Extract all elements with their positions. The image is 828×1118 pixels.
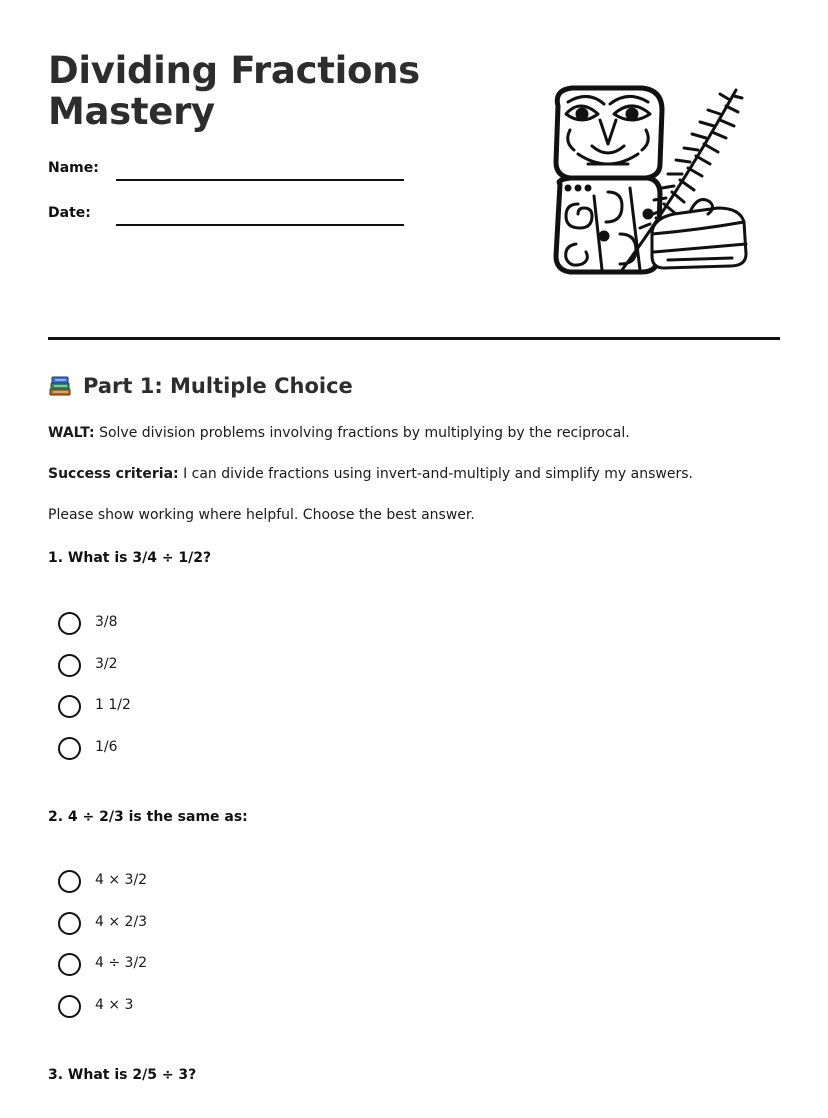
radio-button[interactable] — [58, 695, 81, 718]
option-label: 3/8 — [95, 614, 118, 630]
worksheet-title: Dividing Fractions Mastery — [48, 49, 420, 133]
question-2-option-a[interactable] — [58, 868, 358, 910]
question-3-text: 3. What is 2/5 ÷ 3? — [48, 1067, 197, 1083]
radio-button[interactable] — [58, 612, 81, 635]
option-label: 1 1/2 — [95, 697, 131, 713]
name-field — [48, 160, 408, 184]
walt-text: Solve division problems involving fractions by multiplying by the reciprocal. — [94, 425, 630, 441]
walt-statement — [48, 425, 630, 441]
radio-button[interactable] — [58, 654, 81, 677]
question-1-option-c[interactable] — [58, 693, 358, 735]
option-label: 4 ÷ 3/2 — [95, 955, 148, 971]
radio-button[interactable] — [58, 995, 81, 1018]
question-2-text: 2. 4 ÷ 2/3 is the same as: — [48, 809, 248, 825]
radio-button[interactable] — [58, 912, 81, 935]
question-1-option-a[interactable] — [58, 610, 358, 652]
date-field — [48, 205, 408, 229]
option-label: 3/2 — [95, 655, 118, 672]
maori-carving-fern-pavlova-emblem-icon — [548, 84, 750, 276]
option-label: 4 × 3 — [95, 996, 134, 1013]
radio-button[interactable] — [58, 870, 81, 893]
date-label: Date: — [48, 205, 91, 221]
option-label: 4 × 3/2 — [95, 872, 148, 888]
question-2-option-d[interactable] — [58, 993, 358, 1035]
success-criteria-text: I can divide fractions using invert-and-multiply and simplify my answers. — [178, 466, 693, 482]
question-2-options — [58, 868, 358, 1034]
part-1-title: Part 1: Multiple Choice — [83, 374, 353, 398]
question-1-option-d[interactable] — [58, 735, 358, 777]
date-write-line[interactable] — [116, 224, 404, 226]
question-1-text: 1. What is 3/4 ÷ 1/2? — [48, 550, 212, 566]
success-criteria-label: Success criteria: — [48, 466, 179, 482]
books-icon — [48, 374, 72, 398]
name-write-line[interactable] — [116, 179, 404, 181]
option-label: 1/6 — [95, 738, 118, 755]
radio-button[interactable] — [58, 737, 81, 760]
part-1-heading — [48, 374, 353, 398]
question-1-option-b[interactable] — [58, 652, 358, 694]
question-1-options — [58, 610, 358, 776]
instructions: Please show working where helpful. Choose the best answer. — [48, 507, 475, 523]
question-2-option-c[interactable] — [58, 951, 358, 993]
section-divider — [48, 337, 780, 340]
success-criteria — [48, 466, 693, 482]
radio-button[interactable] — [58, 953, 81, 976]
walt-label: WALT: — [48, 425, 95, 441]
name-label: Name: — [48, 160, 99, 176]
question-2-option-b[interactable] — [58, 910, 358, 952]
option-label: 4 × 2/3 — [95, 913, 148, 930]
